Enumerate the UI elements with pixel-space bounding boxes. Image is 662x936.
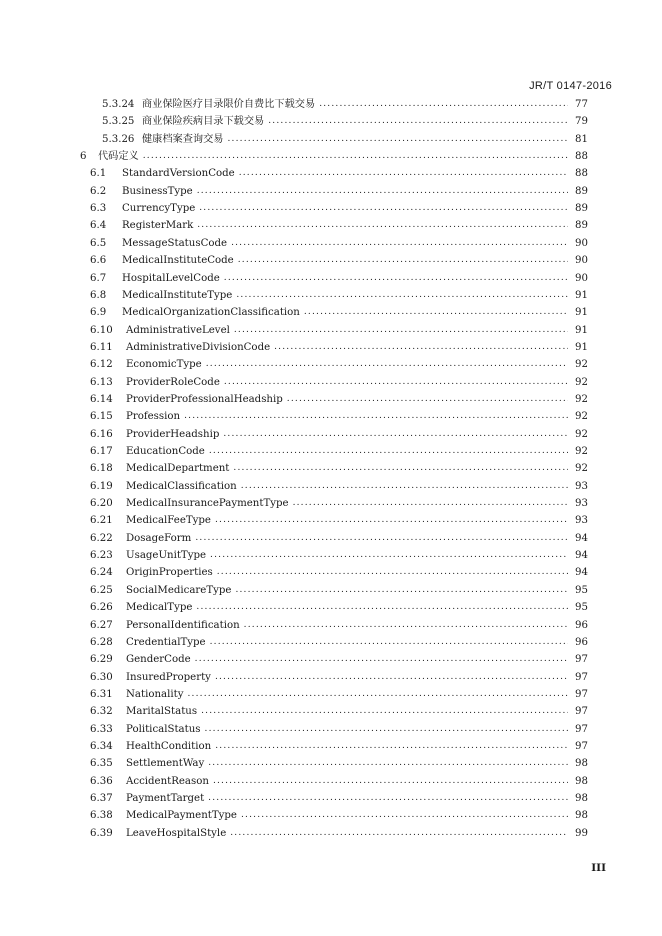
toc-entry-page: 79 bbox=[575, 116, 588, 128]
toc-entry-page: 90 bbox=[575, 255, 588, 267]
dot-leader bbox=[233, 462, 568, 475]
dot-leader bbox=[223, 428, 568, 441]
dot-leader bbox=[228, 133, 569, 146]
toc-entry[interactable] bbox=[90, 320, 588, 337]
toc-entry-title: 代码定义 bbox=[98, 151, 139, 163]
toc-entry-page: 98 bbox=[575, 810, 588, 822]
toc-entry-title: 商业保险疾病目录下载交易 bbox=[142, 116, 265, 128]
toc-entry-page: 95 bbox=[575, 602, 588, 614]
toc-entry-title: PaymentTarget bbox=[126, 793, 205, 804]
toc-entry-number: 6.1 bbox=[90, 168, 107, 180]
dot-leader bbox=[224, 376, 568, 389]
toc-entry-page: 91 bbox=[575, 289, 588, 301]
toc-entry[interactable] bbox=[80, 146, 588, 163]
toc-entry-number: 6.38 bbox=[90, 810, 113, 822]
toc-entry-number: 6.27 bbox=[90, 619, 113, 631]
toc-entry[interactable] bbox=[90, 580, 588, 597]
toc-entry-title: 商业保险医疗目录限价自费比下载交易 bbox=[142, 99, 316, 110]
toc-entry-number: 5.3.26 bbox=[102, 133, 135, 145]
toc-entry-title: AccidentReason bbox=[126, 775, 209, 787]
toc-entry-title: Profession bbox=[126, 411, 181, 423]
toc-entry[interactable] bbox=[90, 510, 588, 527]
dot-leader bbox=[187, 688, 568, 701]
dot-leader bbox=[195, 532, 568, 545]
toc-entry-page: 94 bbox=[575, 550, 588, 562]
toc-entry-number: 6.7 bbox=[90, 272, 107, 284]
toc-entry[interactable] bbox=[90, 562, 588, 579]
toc-entry[interactable] bbox=[90, 163, 588, 180]
toc-entry-number: 6.28 bbox=[90, 636, 113, 648]
toc-entry-number: 5.3.24 bbox=[102, 99, 135, 110]
dot-leader bbox=[274, 341, 568, 354]
toc-entry-title: MedicalInstituteType bbox=[122, 289, 233, 301]
toc-entry[interactable] bbox=[90, 597, 588, 614]
toc-entry-title: ProviderRoleCode bbox=[126, 376, 220, 388]
toc-entry-page: 90 bbox=[575, 237, 588, 249]
toc-entry-number: 6.6 bbox=[90, 255, 107, 267]
toc-entry-page: 88 bbox=[575, 168, 588, 180]
toc-entry[interactable] bbox=[90, 389, 588, 406]
dot-leader bbox=[231, 237, 568, 250]
toc-entry-title: CurrencyType bbox=[122, 203, 196, 215]
toc-entry-title: PersonalIdentification bbox=[126, 619, 240, 631]
toc-entry-page: 96 bbox=[575, 619, 588, 631]
toc-entry[interactable] bbox=[90, 649, 588, 666]
toc-entry[interactable] bbox=[90, 424, 588, 441]
toc-entry-number: 6.4 bbox=[90, 220, 107, 232]
toc-entry-page: 89 bbox=[575, 185, 588, 197]
toc-entry-title: MessageStatusCode bbox=[122, 237, 228, 249]
toc-entry-page: 91 bbox=[575, 341, 588, 353]
toc-entry[interactable] bbox=[90, 701, 588, 718]
toc-entry-title: SocialMedicareType bbox=[126, 584, 232, 596]
dot-leader bbox=[197, 219, 568, 232]
toc-entry[interactable] bbox=[90, 667, 588, 684]
toc-entry-number: 6.13 bbox=[90, 376, 113, 388]
toc-entry-number: 6.39 bbox=[90, 827, 113, 839]
dot-leader bbox=[319, 98, 568, 111]
toc-entry-number: 6.32 bbox=[90, 706, 113, 718]
dot-leader bbox=[238, 254, 568, 267]
toc-entry-number: 6.3 bbox=[90, 203, 107, 215]
toc-entry-title: ProviderHeadship bbox=[126, 428, 220, 440]
toc-entry-number: 6.23 bbox=[90, 550, 113, 562]
toc-entry-title: MedicalInsurancePaymentType bbox=[126, 498, 289, 510]
toc-entry[interactable] bbox=[90, 458, 588, 475]
dot-leader bbox=[215, 671, 568, 684]
dot-leader bbox=[208, 757, 568, 770]
toc-entry-title: MedicalType bbox=[126, 602, 193, 614]
toc-entry-title: EconomicType bbox=[126, 359, 202, 371]
toc-entry[interactable] bbox=[90, 736, 588, 753]
toc-entry-title: AdministrativeLevel bbox=[126, 324, 230, 336]
toc-entry-title: MedicalDepartment bbox=[126, 463, 230, 475]
toc-entry-number: 6.8 bbox=[90, 289, 107, 301]
dot-leader bbox=[210, 636, 568, 649]
toc-entry-page: 98 bbox=[575, 793, 588, 804]
toc-entry-page: 96 bbox=[575, 636, 588, 648]
toc-entry-page: 97 bbox=[575, 723, 588, 735]
toc-entry-number: 6 bbox=[80, 151, 87, 163]
toc-entry-title: Nationality bbox=[126, 688, 184, 700]
toc-entry-number: 6.33 bbox=[90, 723, 113, 735]
toc-entry[interactable] bbox=[90, 545, 588, 562]
dot-leader bbox=[224, 272, 568, 285]
dot-leader bbox=[197, 185, 568, 198]
toc-entry-page: 92 bbox=[575, 463, 588, 475]
toc-entry[interactable] bbox=[90, 285, 588, 302]
dot-leader bbox=[195, 653, 568, 666]
toc-entry-title: SettlementWay bbox=[126, 758, 205, 770]
toc-entry-number: 6.22 bbox=[90, 532, 113, 544]
toc-entry[interactable] bbox=[90, 753, 588, 770]
toc-entry[interactable] bbox=[90, 476, 588, 493]
toc-entry[interactable] bbox=[90, 823, 588, 840]
toc-entry[interactable] bbox=[90, 337, 588, 354]
toc-entry-number: 6.10 bbox=[90, 324, 113, 336]
dot-leader bbox=[287, 393, 568, 406]
toc-entry-page: 91 bbox=[575, 324, 588, 336]
dot-leader bbox=[235, 584, 568, 597]
toc-entry-number: 6.20 bbox=[90, 498, 113, 510]
page-number: III bbox=[591, 862, 606, 874]
toc-entry-number: 6.26 bbox=[90, 602, 113, 614]
toc-entry-number: 6.24 bbox=[90, 567, 113, 579]
toc-entry-page: 94 bbox=[575, 567, 588, 579]
toc-entry-title: UsageUnitType bbox=[126, 550, 207, 562]
toc-entry-number: 6.37 bbox=[90, 793, 113, 804]
standard-code-header: JR/T 0147-2016 bbox=[529, 80, 612, 92]
toc-entry[interactable] bbox=[90, 771, 588, 788]
dot-leader bbox=[196, 601, 568, 614]
dot-leader bbox=[239, 167, 568, 180]
toc-entry-page: 89 bbox=[575, 203, 588, 215]
dot-leader bbox=[234, 324, 568, 337]
toc-entry-page: 93 bbox=[575, 515, 588, 527]
toc-entry-title: RegisterMark bbox=[122, 220, 194, 232]
toc-entry-title: BusinessType bbox=[122, 185, 193, 197]
toc-entry-number: 6.30 bbox=[90, 671, 113, 683]
toc-entry[interactable] bbox=[90, 615, 588, 632]
toc-entry-title: ProviderProfessionalHeadship bbox=[126, 393, 283, 405]
toc-entry-number: 6.34 bbox=[90, 740, 113, 752]
toc-entry-title: CredentialType bbox=[126, 636, 206, 648]
toc-entry-title: GenderCode bbox=[126, 654, 191, 666]
toc-entry-title: MedicalPaymentType bbox=[126, 810, 237, 822]
dot-leader bbox=[241, 480, 568, 493]
dot-leader bbox=[206, 358, 568, 371]
toc-entry[interactable] bbox=[90, 528, 588, 545]
toc-entry-page: 88 bbox=[575, 151, 588, 163]
toc-entry[interactable] bbox=[90, 302, 588, 319]
dot-leader bbox=[217, 566, 568, 579]
toc-entry-title: InsuredProperty bbox=[126, 671, 211, 683]
toc-entry-number: 6.9 bbox=[90, 307, 107, 319]
dot-leader bbox=[210, 549, 568, 562]
dot-leader bbox=[143, 150, 568, 163]
table-of-contents bbox=[0, 94, 662, 854]
toc-entry-page: 90 bbox=[575, 272, 588, 284]
dot-leader bbox=[293, 497, 568, 510]
toc-entry-number: 6.5 bbox=[90, 237, 107, 249]
dot-leader bbox=[213, 775, 568, 788]
toc-entry-number: 5.3.25 bbox=[102, 116, 135, 128]
toc-entry[interactable] bbox=[102, 111, 588, 128]
toc-entry[interactable] bbox=[90, 406, 588, 423]
toc-entry-number: 6.12 bbox=[90, 359, 113, 371]
toc-entry-page: 92 bbox=[575, 446, 588, 457]
toc-entry[interactable] bbox=[90, 268, 588, 285]
toc-entry[interactable] bbox=[102, 129, 588, 146]
toc-entry-page: 92 bbox=[575, 359, 588, 371]
dot-leader bbox=[215, 740, 568, 753]
toc-entry[interactable] bbox=[90, 250, 588, 267]
toc-entry-page: 93 bbox=[575, 480, 588, 492]
toc-entry[interactable] bbox=[102, 94, 588, 111]
toc-entry[interactable] bbox=[90, 788, 588, 805]
toc-entry[interactable] bbox=[90, 493, 588, 510]
toc-entry[interactable] bbox=[90, 684, 588, 701]
dot-leader bbox=[230, 827, 568, 840]
toc-entry-number: 6.11 bbox=[90, 341, 113, 353]
dot-leader bbox=[244, 619, 568, 632]
toc-entry-title: MedicalFeeType bbox=[126, 515, 211, 527]
toc-entry-number: 6.25 bbox=[90, 584, 113, 596]
toc-entry-title: AdministrativeDivisionCode bbox=[126, 341, 271, 353]
toc-entry-title: StandardVersionCode bbox=[122, 168, 235, 180]
toc-entry[interactable] bbox=[90, 198, 588, 215]
toc-entry-page: 81 bbox=[575, 133, 588, 145]
toc-entry-number: 6.14 bbox=[90, 393, 113, 405]
toc-entry-number: 6.16 bbox=[90, 428, 113, 440]
toc-entry[interactable] bbox=[90, 181, 588, 198]
dot-leader bbox=[184, 410, 568, 423]
toc-entry[interactable] bbox=[90, 805, 588, 822]
dot-leader bbox=[199, 202, 568, 215]
toc-entry-title: HospitalLevelCode bbox=[122, 272, 220, 284]
toc-entry-page: 91 bbox=[575, 307, 588, 319]
toc-entry-page: 97 bbox=[575, 671, 588, 683]
toc-entry-title: MedicalInstituteCode bbox=[122, 255, 234, 267]
toc-entry[interactable] bbox=[90, 354, 588, 371]
toc-entry-number: 6.15 bbox=[90, 411, 113, 423]
toc-entry-title: EducationCode bbox=[126, 446, 205, 457]
toc-entry-number: 6.31 bbox=[90, 688, 113, 700]
toc-entry-page: 92 bbox=[575, 393, 588, 405]
toc-entry[interactable] bbox=[90, 372, 588, 389]
toc-entry-title: OriginProperties bbox=[126, 567, 213, 579]
toc-entry-page: 77 bbox=[575, 99, 588, 110]
toc-entry-title: MaritalStatus bbox=[126, 706, 198, 718]
dot-leader bbox=[209, 445, 568, 458]
toc-entry-page: 92 bbox=[575, 428, 588, 440]
toc-entry[interactable] bbox=[90, 632, 588, 649]
toc-entry-page: 93 bbox=[575, 498, 588, 510]
dot-leader bbox=[215, 514, 568, 527]
toc-entry-page: 97 bbox=[575, 688, 588, 700]
toc-entry-title: PoliticalStatus bbox=[126, 723, 201, 735]
toc-entry-title: LeaveHospitalStyle bbox=[126, 827, 227, 839]
toc-entry[interactable] bbox=[90, 719, 588, 736]
toc-entry-page: 92 bbox=[575, 376, 588, 388]
dot-leader bbox=[208, 792, 568, 805]
toc-entry-page: 97 bbox=[575, 740, 588, 752]
toc-entry[interactable] bbox=[90, 441, 588, 458]
toc-entry-number: 6.35 bbox=[90, 758, 113, 770]
toc-entry-page: 92 bbox=[575, 411, 588, 423]
toc-entry-page: 98 bbox=[575, 775, 588, 787]
toc-entry-page: 89 bbox=[575, 220, 588, 232]
dot-leader bbox=[304, 306, 568, 319]
toc-entry-page: 95 bbox=[575, 584, 588, 596]
toc-entry-page: 98 bbox=[575, 758, 588, 770]
toc-entry-page: 97 bbox=[575, 706, 588, 718]
toc-entry-number: 6.29 bbox=[90, 654, 113, 666]
toc-entry[interactable] bbox=[90, 215, 588, 232]
toc-entry[interactable] bbox=[90, 233, 588, 250]
toc-entry-title: DosageForm bbox=[126, 532, 192, 544]
toc-entry-number: 6.21 bbox=[90, 515, 113, 527]
toc-entry-number: 6.18 bbox=[90, 463, 113, 475]
toc-entry-page: 99 bbox=[575, 827, 588, 839]
toc-entry-number: 6.2 bbox=[90, 185, 107, 197]
toc-entry-title: MedicalClassification bbox=[126, 480, 237, 492]
dot-leader bbox=[201, 705, 568, 718]
toc-entry-page: 94 bbox=[575, 532, 588, 544]
toc-entry-title: MedicalOrganizationClassification bbox=[122, 307, 300, 319]
toc-entry-page: 97 bbox=[575, 654, 588, 666]
toc-entry-number: 6.17 bbox=[90, 446, 113, 457]
dot-leader bbox=[268, 115, 568, 128]
dot-leader bbox=[236, 289, 568, 302]
dot-leader bbox=[241, 809, 568, 822]
toc-entry-number: 6.36 bbox=[90, 775, 113, 787]
toc-entry-title: HealthCondition bbox=[126, 740, 212, 752]
dot-leader bbox=[205, 723, 568, 736]
toc-entry-number: 6.19 bbox=[90, 480, 113, 492]
toc-entry-title: 健康档案查询交易 bbox=[142, 133, 224, 145]
